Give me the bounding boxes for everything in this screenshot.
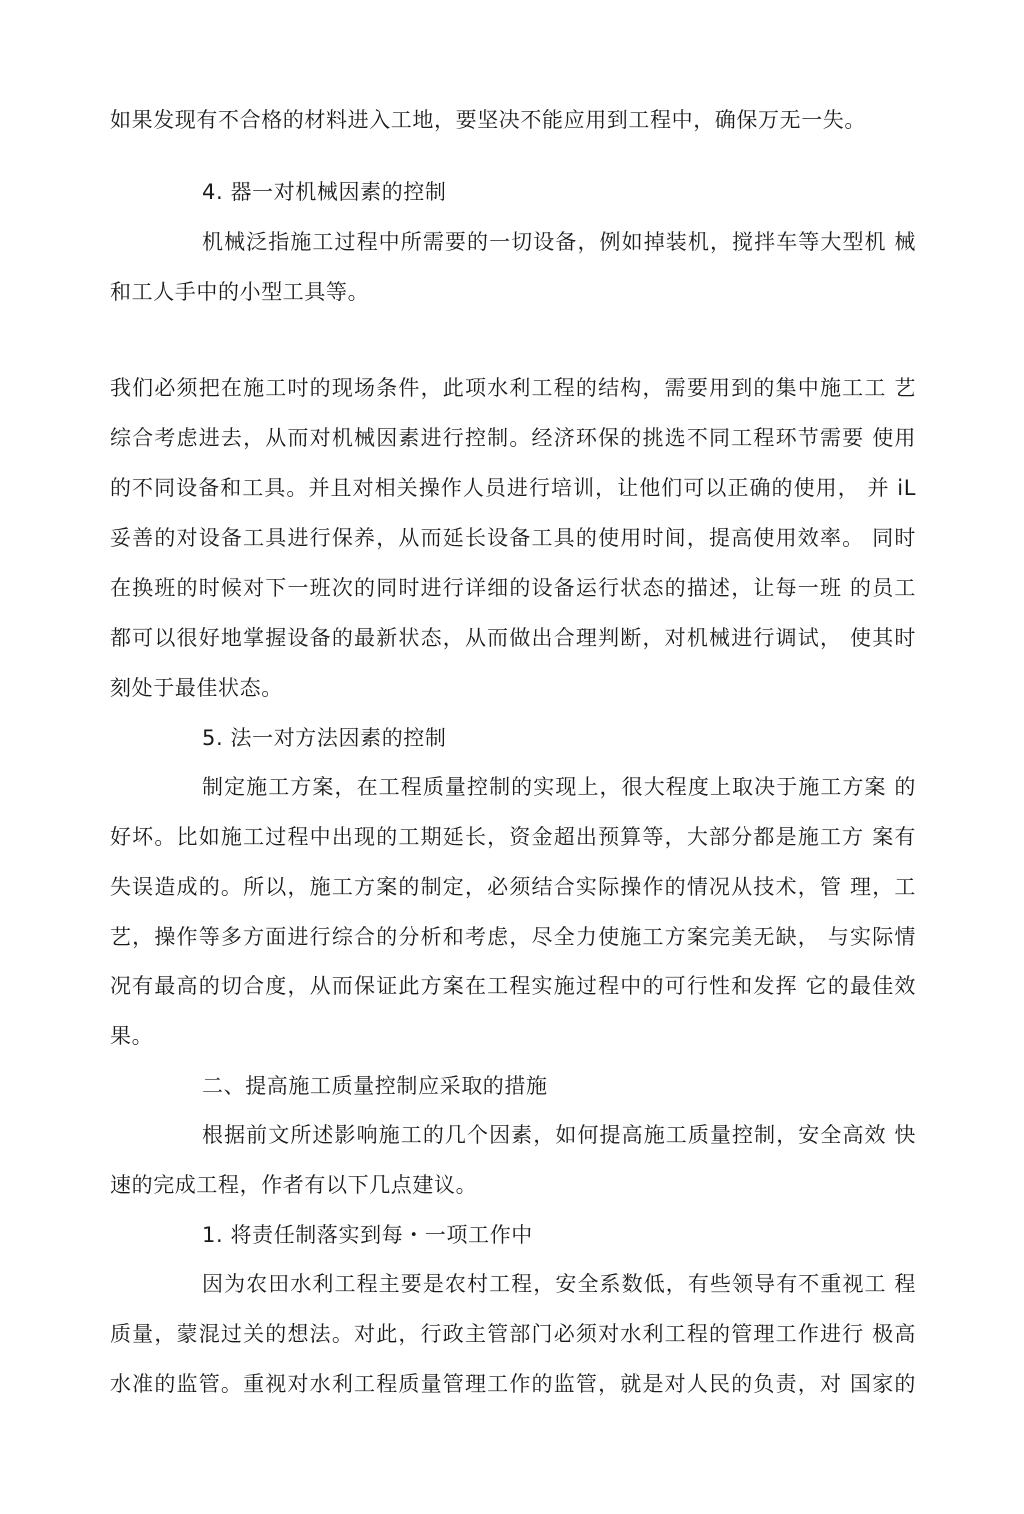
text-line: 失误造成的。所以，施工方案的制定，必须结合实际操作的情况从技术，管 理，工 xyxy=(110,875,916,899)
text-line: 妥善的对设备工具进行保养，从而延长设备工具的使用时间，提高使用效率。 同时 xyxy=(110,526,916,550)
text-line: 刻处于最佳状态。 xyxy=(110,676,283,700)
text-line: 艺，操作等多方面进行综合的分析和考虑，尽全力使施工方案完美无缺， 与实际情 xyxy=(110,925,916,949)
text-line: 我们必须把在施工吋的现场条件，此项水利工程的结构，需要用到的集中施工工 艺 xyxy=(110,376,916,400)
text-line: 都可以很好地掌握设备的最新状态，从而做出合理判断，对机械进行调试， 使其时 xyxy=(110,626,916,650)
text-line: 和工人手中的小型工具等。 xyxy=(110,280,370,304)
text-line: 水准的监管。重视对水利工程质量管理工作的监管，就是对人民的负责，对 国家的 xyxy=(110,1372,916,1396)
text-line: 制定施工方案，在工程质量控制的实现上，很大程度上取决于施工方案 的 xyxy=(202,775,916,799)
section-heading: 1. 将责任制落实到每・一项工作中 xyxy=(202,1223,533,1247)
text-line: 机械泛指施工过程中所需要的一切设备，例如掉装机，搅拌车等大型机 械 xyxy=(202,230,916,254)
text-line: 况有最高的切合度，从而保证此方案在工程实施过程中的可行性和发挥 它的最佳效 xyxy=(110,974,916,998)
text-line: 如果发现有不合格的材料进入工地，要坚决不能应用到工程中，确保万无一失。 xyxy=(110,108,866,132)
section-heading: 4. 器一对机械因素的控制 xyxy=(202,180,447,204)
section-heading: 二、提高施工质量控制应采取的措施 xyxy=(202,1074,548,1098)
text-line: 综合考虑进去，从而对机械因素进行控制。经济环保的挑选不同工程环节需要 使用 xyxy=(110,426,916,450)
text-line: 在换班的时候对下一班次的同时进行详细的设备运行状态的描述，让每一班 的员工 xyxy=(110,576,916,600)
text-line: 质量，蒙混过关的想法。对此，行政主管部门必须对水利工程的管理工作进行 极高 xyxy=(110,1322,916,1346)
text-line: 的不同设备和工具。并且对相关操作人员进行培训，让他们可以正确的使用， 并 iL xyxy=(110,476,916,500)
text-line: 果。 xyxy=(110,1024,154,1048)
section-heading: 5. 法一对方法因素的控制 xyxy=(202,726,447,750)
text-line: 好坏。比如施工过程中出现的工期延长，资金超出预算等，大部分都是施工方 案有 xyxy=(110,825,916,849)
text-line: 因为农田水利工程主要是农村工程，安全系数低，有些领导有不重视工 程 xyxy=(202,1272,916,1296)
text-line: 根据前文所述影响施工的几个因素，如何提高施工质量控制，安全高效 快 xyxy=(202,1123,916,1147)
text-line: 速的完成工程，作者有以下几点建议。 xyxy=(110,1173,478,1197)
